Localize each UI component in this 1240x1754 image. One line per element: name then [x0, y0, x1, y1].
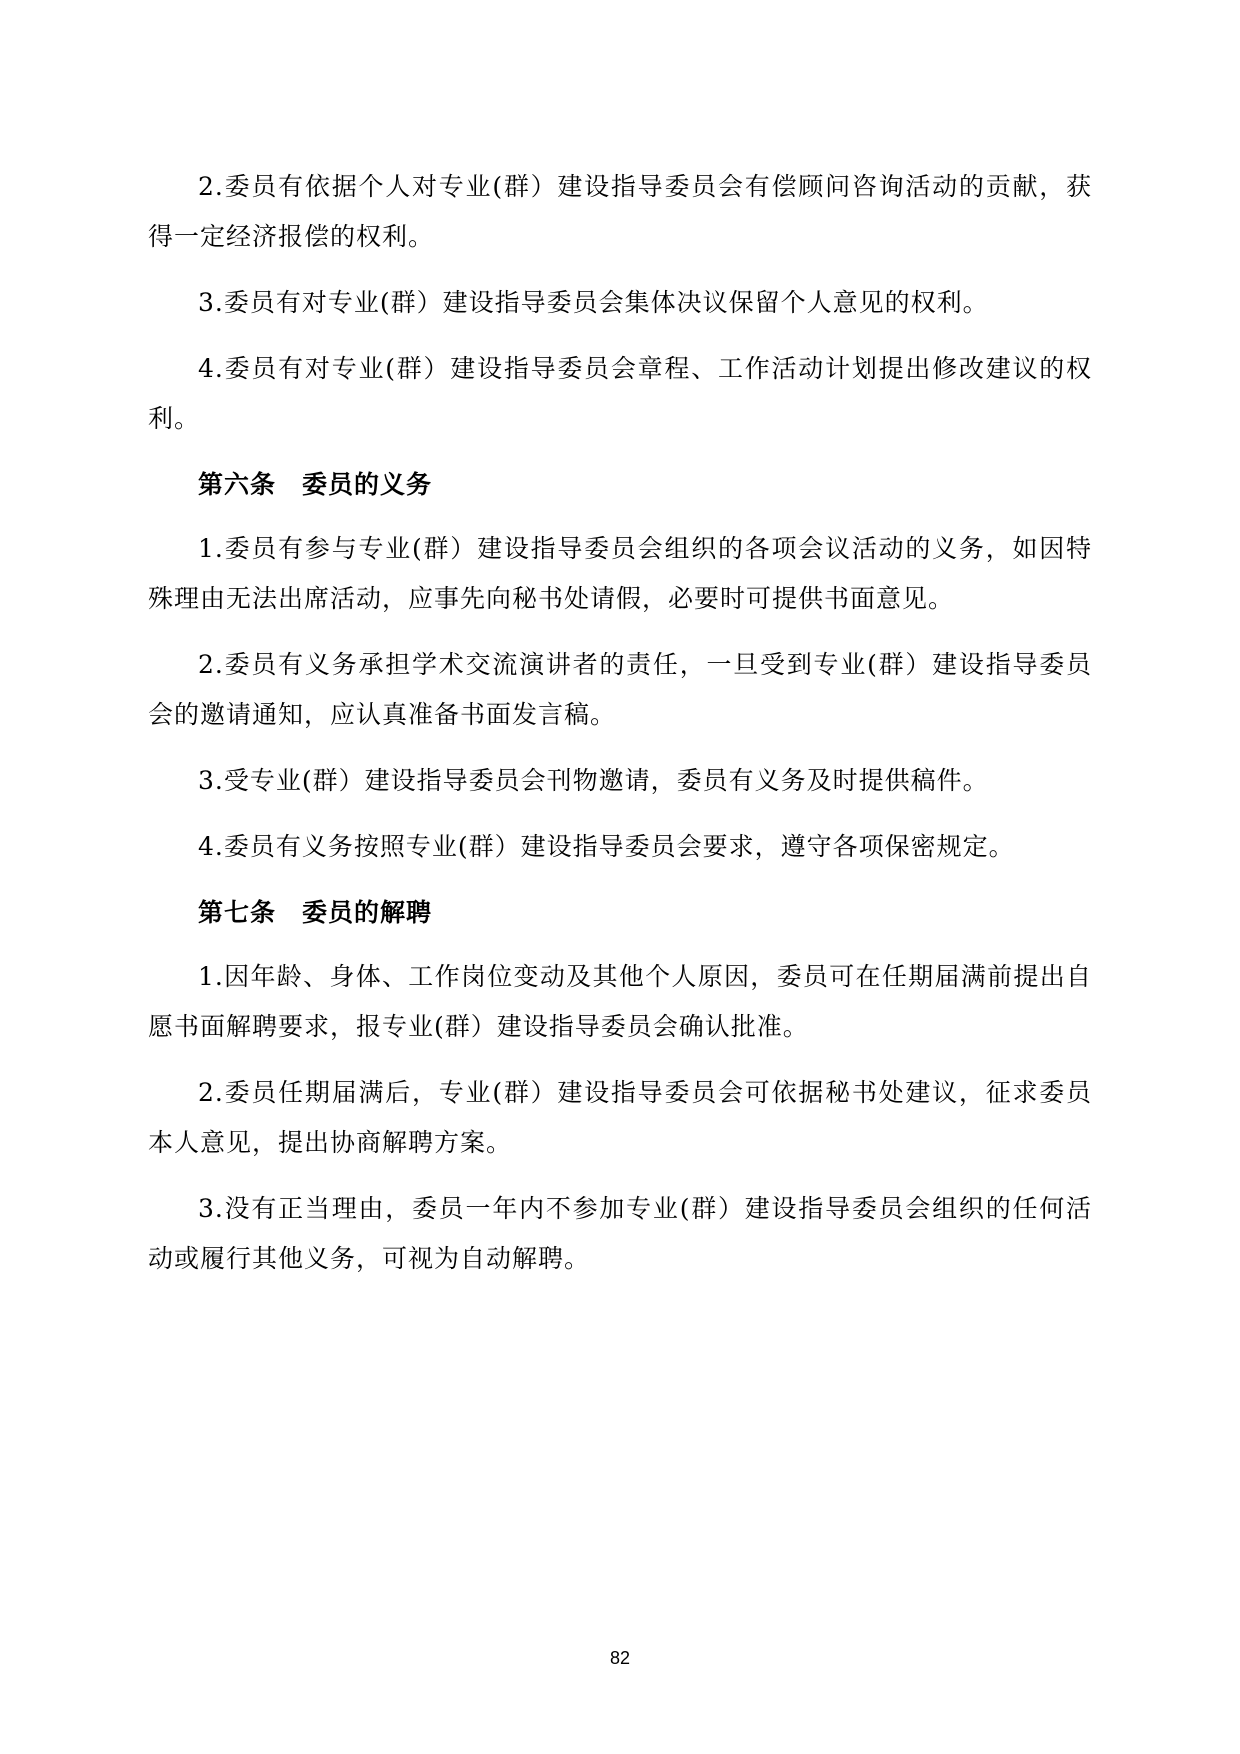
- article-6-paragraph-3: 3.受专业(群）建设指导委员会刊物邀请，委员有义务及时提供稿件。: [198, 766, 989, 795]
- article-6-heading: 第六条 委员的义务: [198, 470, 433, 499]
- paragraph-right-2: 2.委员有依据个人对专业(群）建设指导委员会有偿顾问咨询活动的贡献，获得一定经济报偿的权利。: [148, 172, 1092, 251]
- page-number: 82: [609, 1648, 631, 1668]
- article-6-paragraph-2: 2.委员有义务承担学术交流演讲者的责任，一旦受到专业(群）建设指导委员会的邀请通知，应认真准备书面发言稿。: [148, 650, 1092, 729]
- article-7-heading: 第七条 委员的解聘: [198, 898, 433, 927]
- article-6-paragraph-4: 4.委员有义务按照专业(群）建设指导委员会要求，遵守各项保密规定。: [198, 832, 1015, 861]
- article-6-paragraph-1: 1.委员有参与专业(群）建设指导委员会组织的各项会议活动的义务，如因特殊理由无法出席活动，应事先向秘书处请假，必要时可提供书面意见。: [148, 534, 1092, 613]
- paragraph-right-4: 4.委员有对专业(群）建设指导委员会章程、工作活动计划提出修改建议的权利。: [148, 354, 1092, 433]
- document-body: [148, 162, 1092, 1300]
- paragraph-right-3: 3.委员有对专业(群）建设指导委员会集体决议保留个人意见的权利。: [198, 288, 989, 317]
- article-7-paragraph-2: 2.委员任期届满后，专业(群）建设指导委员会可依据秘书处建议，征求委员本人意见，提出协商解聘方案。: [148, 1078, 1092, 1157]
- article-7-paragraph-3: 3.没有正当理由，委员一年内不参加专业(群）建设指导委员会组织的任何活动或履行其他义务，可视为自动解聘。: [148, 1194, 1092, 1273]
- article-7-paragraph-1: 1.因年龄、身体、工作岗位变动及其他个人原因，委员可在任期届满前提出自愿书面解聘要求，报专业(群）建设指导委员会确认批准。: [148, 962, 1092, 1041]
